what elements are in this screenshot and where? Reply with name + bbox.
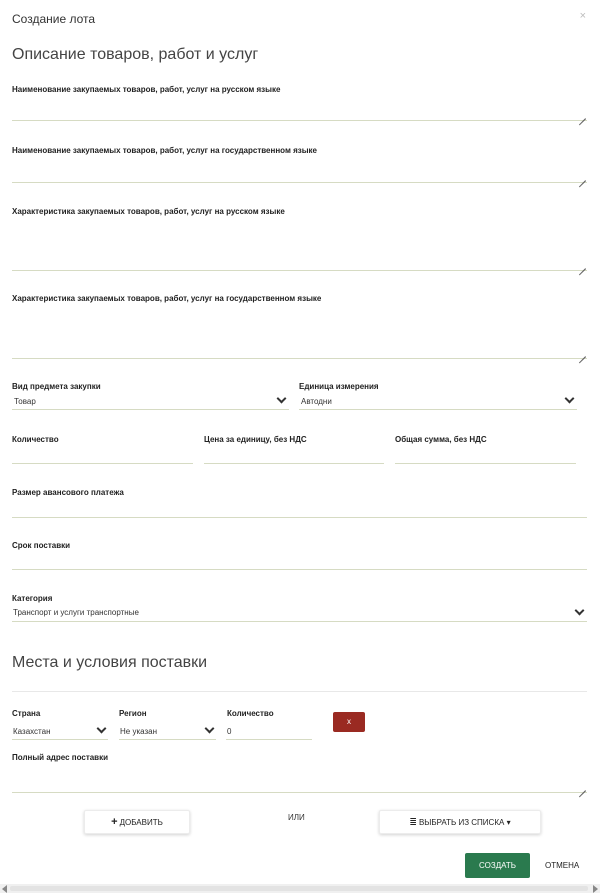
plus-icon: + — [111, 816, 118, 828]
chevron-down-icon — [205, 724, 215, 734]
resize-grip-icon[interactable] — [579, 174, 586, 181]
section-title-description: Описание товаров, работ и услуг — [12, 46, 259, 63]
or-text: ИЛИ — [288, 813, 305, 822]
quantity-input[interactable] — [12, 446, 193, 464]
cancel-button[interactable]: ОТМЕНА — [545, 861, 580, 870]
char-kz-textarea[interactable] — [12, 308, 587, 359]
purchase-type-select[interactable] — [12, 393, 289, 410]
char-kz-label: Характеристика закупаемых товаров, работ, услуг на государственном языке — [12, 294, 322, 303]
category-value: Транспорт и услуги транспортные — [13, 608, 139, 617]
unit-select[interactable] — [299, 393, 577, 410]
unit-value: Автодни — [301, 397, 332, 406]
scroll-right-icon[interactable] — [593, 885, 598, 893]
list-icon: ≣ — [409, 817, 417, 827]
country-value: Казахстан — [13, 727, 51, 736]
country-select[interactable] — [12, 722, 108, 740]
horizontal-scrollbar[interactable] — [0, 884, 600, 893]
caret-down-icon: ▾ — [506, 818, 511, 827]
category-label: Категория — [12, 594, 53, 603]
region-value: Не указан — [120, 727, 158, 736]
delivery-term-input[interactable] — [12, 552, 587, 570]
region-select[interactable] — [119, 722, 216, 740]
resize-grip-icon[interactable] — [579, 112, 586, 119]
delivery-quantity-input[interactable] — [226, 722, 312, 740]
quantity-label: Количество — [12, 435, 59, 444]
select-from-list-label: ВЫБРАТЬ ИЗ СПИСКА — [418, 818, 505, 827]
name-kz-textarea[interactable] — [12, 160, 587, 183]
add-button[interactable] — [84, 810, 190, 834]
remove-location-button[interactable]: x — [333, 712, 365, 732]
delivery-term-label: Срок поставки — [12, 541, 71, 550]
delivery-quantity-label: Количество — [227, 709, 274, 718]
country-label: Страна — [12, 709, 41, 718]
total-label: Общая сумма, без НДС — [395, 435, 487, 444]
address-label: Полный адрес поставки — [12, 753, 109, 762]
address-textarea[interactable] — [12, 766, 587, 793]
resize-grip-icon[interactable] — [579, 350, 586, 357]
unit-label: Единица измерения — [299, 382, 379, 391]
purchase-type-value: Товар — [14, 397, 36, 406]
select-from-list-button[interactable] — [379, 810, 541, 834]
purchase-type-label: Вид предмета закупки — [12, 382, 101, 391]
total-input[interactable] — [395, 446, 576, 464]
add-button-label: ДОБАВИТЬ — [119, 818, 163, 827]
section-title-delivery: Места и условия поставки — [12, 654, 208, 671]
close-icon[interactable]: × — [579, 10, 586, 22]
unit-price-input[interactable] — [204, 446, 384, 464]
delivery-quantity-value: 0 — [227, 727, 232, 736]
advance-input[interactable] — [12, 500, 587, 518]
unit-price-label: Цена за единицу, без НДС — [204, 435, 307, 444]
modal-header — [0, 0, 600, 36]
category-select[interactable] — [12, 604, 587, 622]
modal-title: Создание лота — [12, 12, 96, 26]
name-ru-textarea[interactable] — [12, 98, 587, 121]
chevron-down-icon — [565, 394, 575, 404]
advance-label: Размер авансового платежа — [12, 488, 124, 497]
scrollbar-thumb[interactable] — [10, 886, 588, 891]
create-button[interactable]: СОЗДАТЬ — [465, 853, 530, 878]
scroll-left-icon[interactable] — [2, 885, 7, 893]
char-ru-textarea[interactable] — [12, 220, 587, 271]
region-label: Регион — [119, 709, 147, 718]
chevron-down-icon — [277, 394, 287, 404]
chevron-down-icon — [97, 724, 107, 734]
char-ru-label: Характеристика закупаемых товаров, работ, услуг на русском языке — [12, 207, 285, 216]
name-ru-label: Наименование закупаемых товаров, работ, услуг на русском языке — [12, 85, 281, 94]
resize-grip-icon[interactable] — [579, 262, 586, 269]
name-kz-label: Наименование закупаемых товаров, работ, услуг на государственном языке — [12, 146, 318, 155]
section-divider — [12, 691, 587, 692]
resize-grip-icon[interactable] — [579, 784, 586, 791]
chevron-down-icon — [575, 606, 585, 616]
